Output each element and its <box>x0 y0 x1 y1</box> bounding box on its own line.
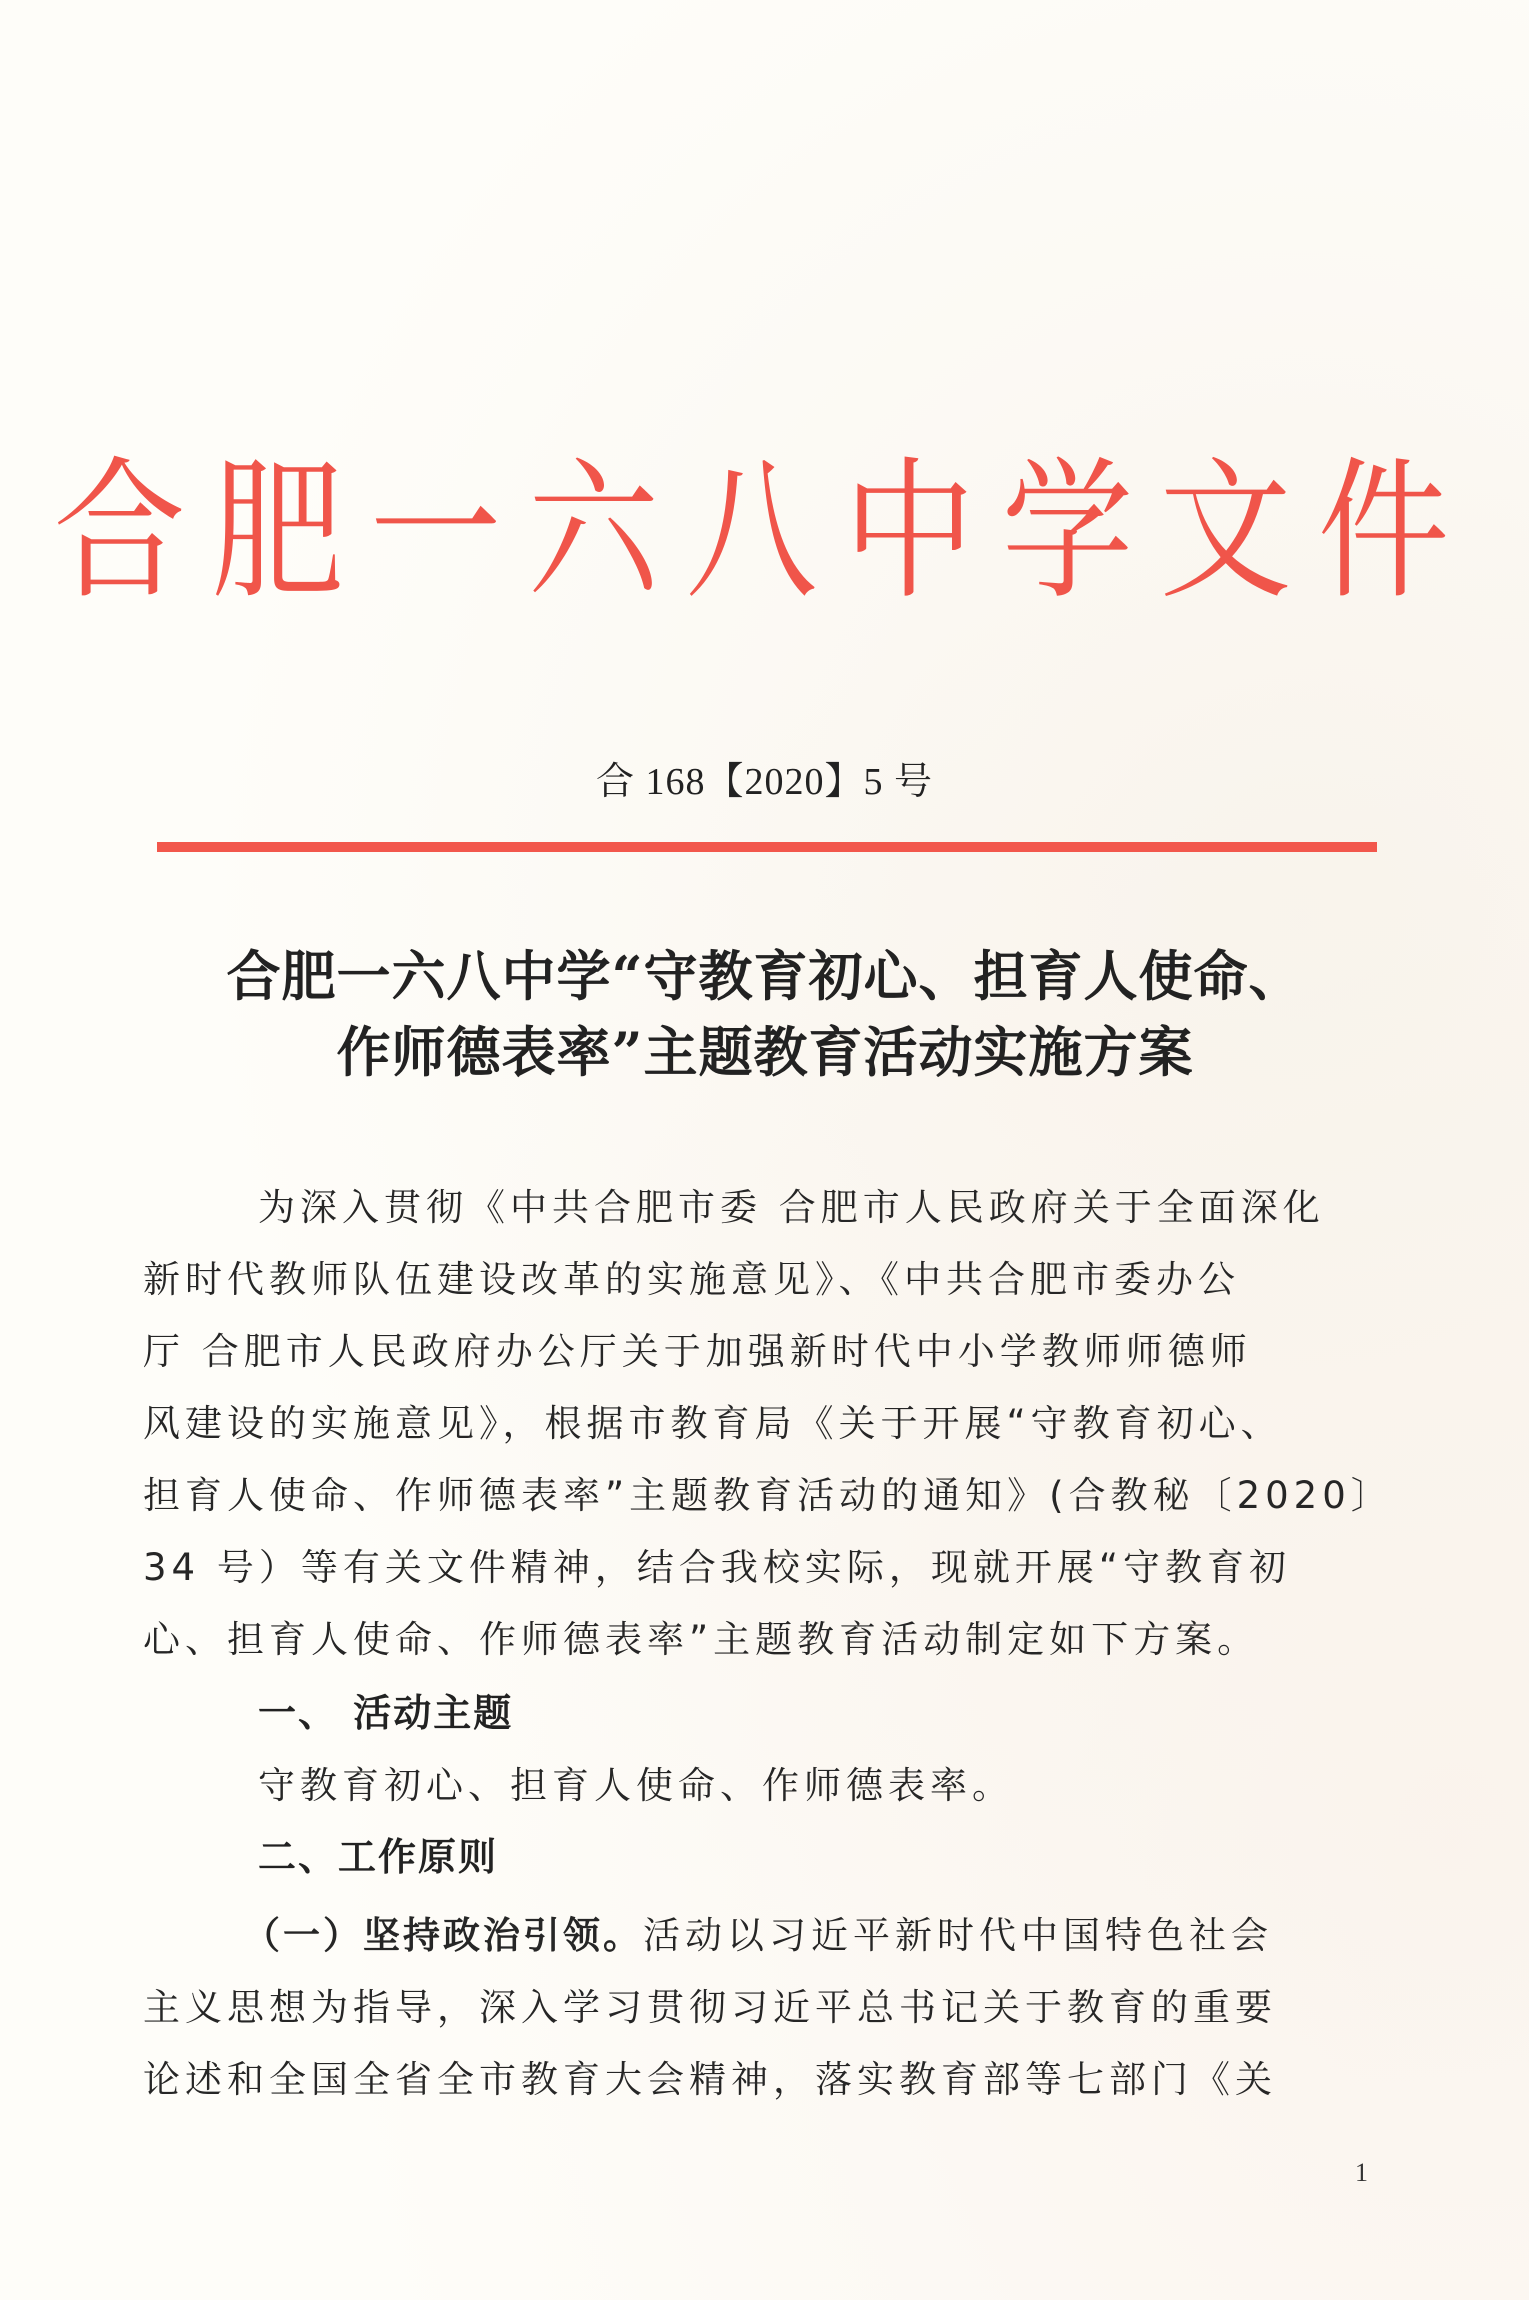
paragraph-line: 新时代教师队伍建设改革的实施意见》、《中共合肥市委办公 <box>143 1258 1240 1301</box>
intro-paragraph <box>143 1172 1393 1676</box>
principle-paragraph <box>143 1900 1378 2116</box>
section-heading-activity-theme: 一、 活动主题 <box>258 1691 514 1735</box>
paragraph-line: 论述和全国全省全市教育大会精神，落实教育部等七部门《关 <box>143 2058 1277 2101</box>
document-title <box>140 938 1390 1090</box>
red-divider-rule <box>157 842 1377 852</box>
paragraph-line: 风建设的实施意见》，根据市教育局《关于开展“守教育初心、 <box>143 1402 1283 1445</box>
document-number: 合 168【2020】5 号 <box>595 761 933 803</box>
page-number: 1 <box>1355 2158 1368 2187</box>
paragraph-line: 为深入贯彻《中共合肥市委 合肥市人民政府关于全面深化 <box>258 1186 1325 1229</box>
subsection-text: 活动以习近平新时代中国特色社会 <box>643 1914 1273 1957</box>
paragraph-line <box>143 1900 1378 1972</box>
title-line-2: 作师德表率”主题教育活动实施方案 <box>336 1020 1194 1084</box>
masthead-title: 合肥一六八中学文件 <box>53 443 1476 621</box>
paragraph-line: 担育人使命、作师德表率”主题教育活动的通知》(合教秘〔2020〕 <box>143 1474 1393 1517</box>
subsection-lead: （一）坚持政治引领。 <box>243 1914 643 1957</box>
paragraph-line: 34 号）等有关文件精神，结合我校实际，现就开展“守教育初 <box>143 1546 1292 1589</box>
paragraph-line: 心、担育人使命、作师德表率”主题教育活动制定如下方案。 <box>143 1618 1260 1661</box>
paragraph-line: 厅 合肥市人民政府办公厅关于加强新时代中小学教师师德师 <box>143 1330 1252 1373</box>
activity-theme-text: 守教育初心、担育人使命、作师德表率。 <box>258 1764 1014 1807</box>
paragraph-line: 主义思想为指导，深入学习贯彻习近平总书记关于教育的重要 <box>143 1986 1277 2029</box>
title-line-1: 合肥一六八中学“守教育初心、担育人使命、 <box>226 944 1304 1008</box>
section-heading-work-principles: 二、工作原则 <box>258 1835 499 1879</box>
